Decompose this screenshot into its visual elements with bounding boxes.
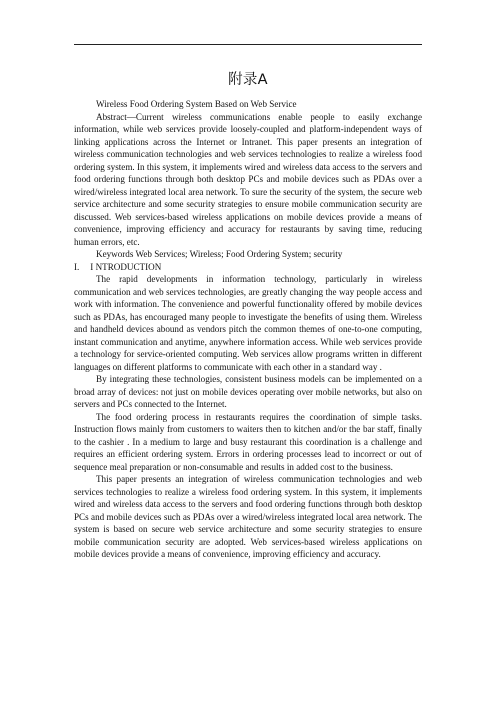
paper-title: Wireless Food Ordering System Based on Web Service — [96, 99, 297, 109]
body-paragraph: By integrating these technologies, consistent business models can be implemented on a broad array of devices: not just on mobile devices operating over mobile networks, but also on servers and PCs connected to the Internet. — [74, 374, 422, 409]
abstract-paragraph: Abstract—Current wireless communications enable people to easily exchange information, while web services provide loosely-coupled and platform-independent ways of linking applications across the Internet or Intranet. This paper presents an integration of wireless communication technologies and web services technologies to realize a wireless food ordering system. In this system, it implements wired and wireless data access to the servers and food ordering functions through both desktop PCs and mobile devices such as PDAs over a wired/wireless integrated local area network. To sure the security of the system, the secure web service architecture and some security strategies to ensure mobile communication security are discussed. Web services-based wireless applications on mobile devices provide a means of convenience, improving efficiency and accuracy for restaurants by saving time, reducing human errors, etc. — [74, 111, 422, 247]
appendix-heading: 附录A — [228, 72, 268, 88]
section-title: I NTRODUCTION — [90, 261, 162, 272]
header-rule — [74, 44, 422, 45]
section-number: I. — [74, 261, 80, 272]
section-heading — [74, 261, 422, 274]
body-paragraph: This paper presents an integration of wireless communication technologies and web services technologies to realize a wireless food ordering system. In this system, it implements wired and wireless data access to the servers and food ordering functions through both desktop PCs and mobile devices such as PDAs over a wired/wireless integrated local area network. The system is based on secure web service architecture and some security strategies to ensure mobile communication security are adopted. Web services-based wireless applications on mobile devices provide a means of convenience, improving efficiency and accuracy. — [74, 474, 422, 559]
body-paragraph: The rapid developments in information technology, particularly in wireless communication and web services technologies, are greatly changing the way people access and work with information. The convenience and powerful functionality offered by mobile devices such as PDAs, has encouraged many people to investigate the benefits of using them. Wireless and handheld devices abound as vendors pitch the common themes of one-to-one computing, instant communication and anytime, anywhere information access. While web services provide a technology for service-oriented computing. Web services allow programs written in different languages on different platforms to communicate with each other in a standard way . — [74, 274, 422, 372]
body-paragraph: The food ordering process in restaurants requires the coordination of simple tasks. Instruction flows mainly from customers to waiters then to kitchen and/or the bar staff, finally to the cashier . In a medium to large and busy restaurant this coordination is a challenge and requires an efficient ordering system. Errors in ordering processes lead to incorrect or out of sequence meal preparation or non-consumable and results in added cost to the business. — [74, 411, 422, 472]
document-body — [74, 98, 422, 561]
keywords-line: Keywords Web Services; Wireless; Food Ordering System; security — [96, 249, 343, 259]
